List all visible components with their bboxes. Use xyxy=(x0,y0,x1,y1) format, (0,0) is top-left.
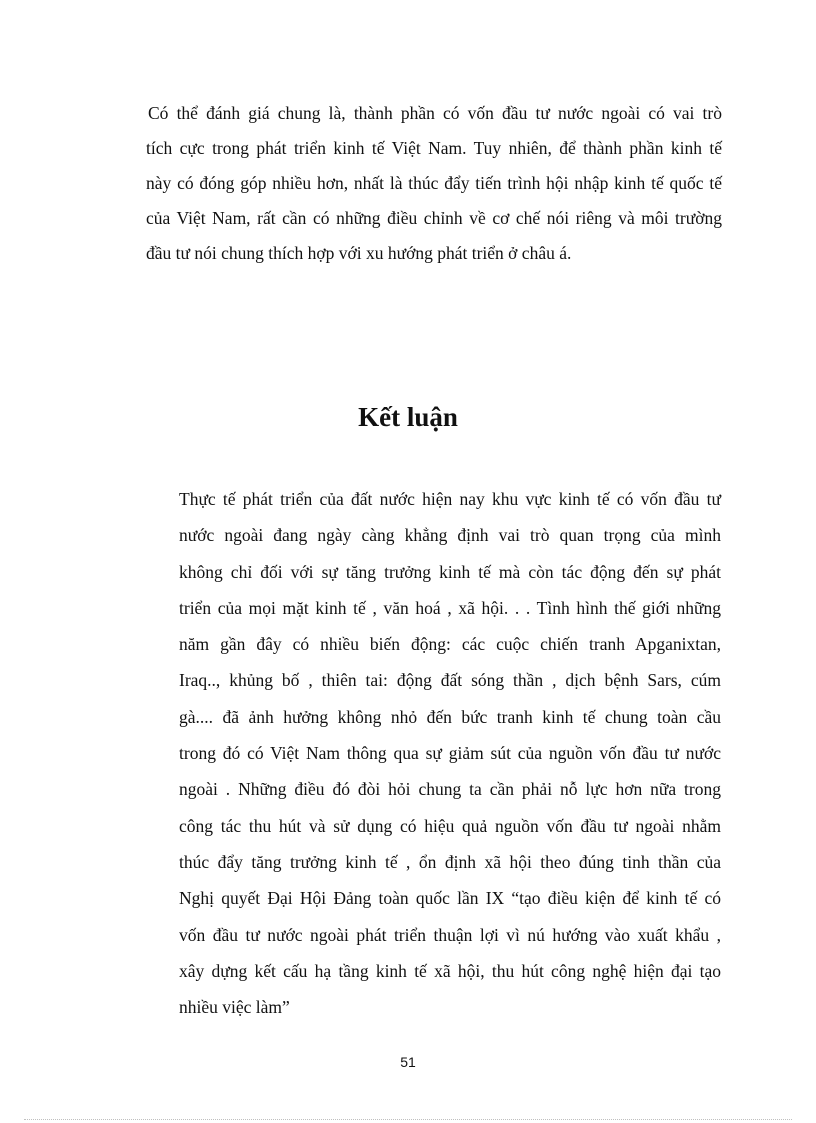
paragraph-line: Có thể đánh giá chung là, thành phần có vốn đầu tư nước ngoài có vai trò xyxy=(148,103,722,123)
paragraph-line: triển của mọi mặt kinh tế , văn hoá , xã hội. . . Tình hình thế giới những xyxy=(179,597,721,618)
paragraph-line: nước ngoài đang ngày càng khẳng định vai trò quan trọng của mình xyxy=(179,525,721,546)
paragraph-line: của Việt Nam, rất cần có những điều chỉnh về cơ chế nói riêng và môi trường xyxy=(146,208,722,228)
paragraph-line: ngoài . Những điều đó đòi hỏi chung ta cần phải nỗ lực hơn nữa trong xyxy=(179,779,721,800)
paragraph-line: Thực tế phát triển của đất nước hiện nay khu vực kinh tế có vốn đầu tư xyxy=(179,489,721,509)
conclusion-paragraph xyxy=(179,481,721,1025)
paragraph-line: xây dựng kết cấu hạ tầng kinh tế xã hội, thu hút công nghệ hiện đại tạo xyxy=(179,960,721,981)
paragraph-line: này có đóng góp nhiều hơn, nhất là thúc đẩy tiến trình hội nhập kinh tế quốc tế xyxy=(146,173,722,193)
paragraph-line: năm gần đây có nhiều biến động: các cuộc chiến tranh Apganixtan, xyxy=(179,634,721,655)
paragraph-line: trong đó có Việt Nam thông qua sự giảm sút của nguồn vốn đầu tư nước xyxy=(179,743,721,764)
paragraph-line: công tác thu hút và sử dụng có hiệu quả nguồn vốn đầu tư ngoài nhằm xyxy=(179,815,721,836)
paragraph-line: Iraq.., khủng bố , thiên tai: động đất sóng thần , dịch bệnh Sars, cúm xyxy=(179,670,721,691)
paragraph-line: nhiều việc làm” xyxy=(179,997,290,1018)
page-bottom-divider xyxy=(24,1119,792,1120)
section-heading: Kết luận xyxy=(358,402,458,432)
paragraph-line: đầu tư nói chung thích hợp với xu hướng phát triển ở châu á. xyxy=(146,243,572,263)
paragraph-line: gà.... đã ảnh hưởng không nhỏ đến bức tranh kinh tế chung toàn cầu xyxy=(179,706,721,727)
intro-paragraph xyxy=(146,96,722,271)
paragraph-line: Nghị quyết Đại Hội Đảng toàn quốc lần IX “tạo điều kiện để kinh tế có xyxy=(179,888,721,909)
paragraph-line: thúc đẩy tăng trưởng kinh tế , ổn định xã hội theo đúng tinh thần của xyxy=(179,851,721,872)
paragraph-line: không chỉ đối với sự tăng trưởng kinh tế mà còn tác động đến sự phát xyxy=(179,561,721,582)
page-number: 51 xyxy=(400,1054,416,1070)
paragraph-line: vốn đầu tư nước ngoài phát triển thuận lợi vì nú hướng vào xuất khẩu , xyxy=(179,924,721,945)
paragraph-line: tích cực trong phát triển kinh tế Việt Nam. Tuy nhiên, để thành phần kinh tế xyxy=(146,138,722,158)
